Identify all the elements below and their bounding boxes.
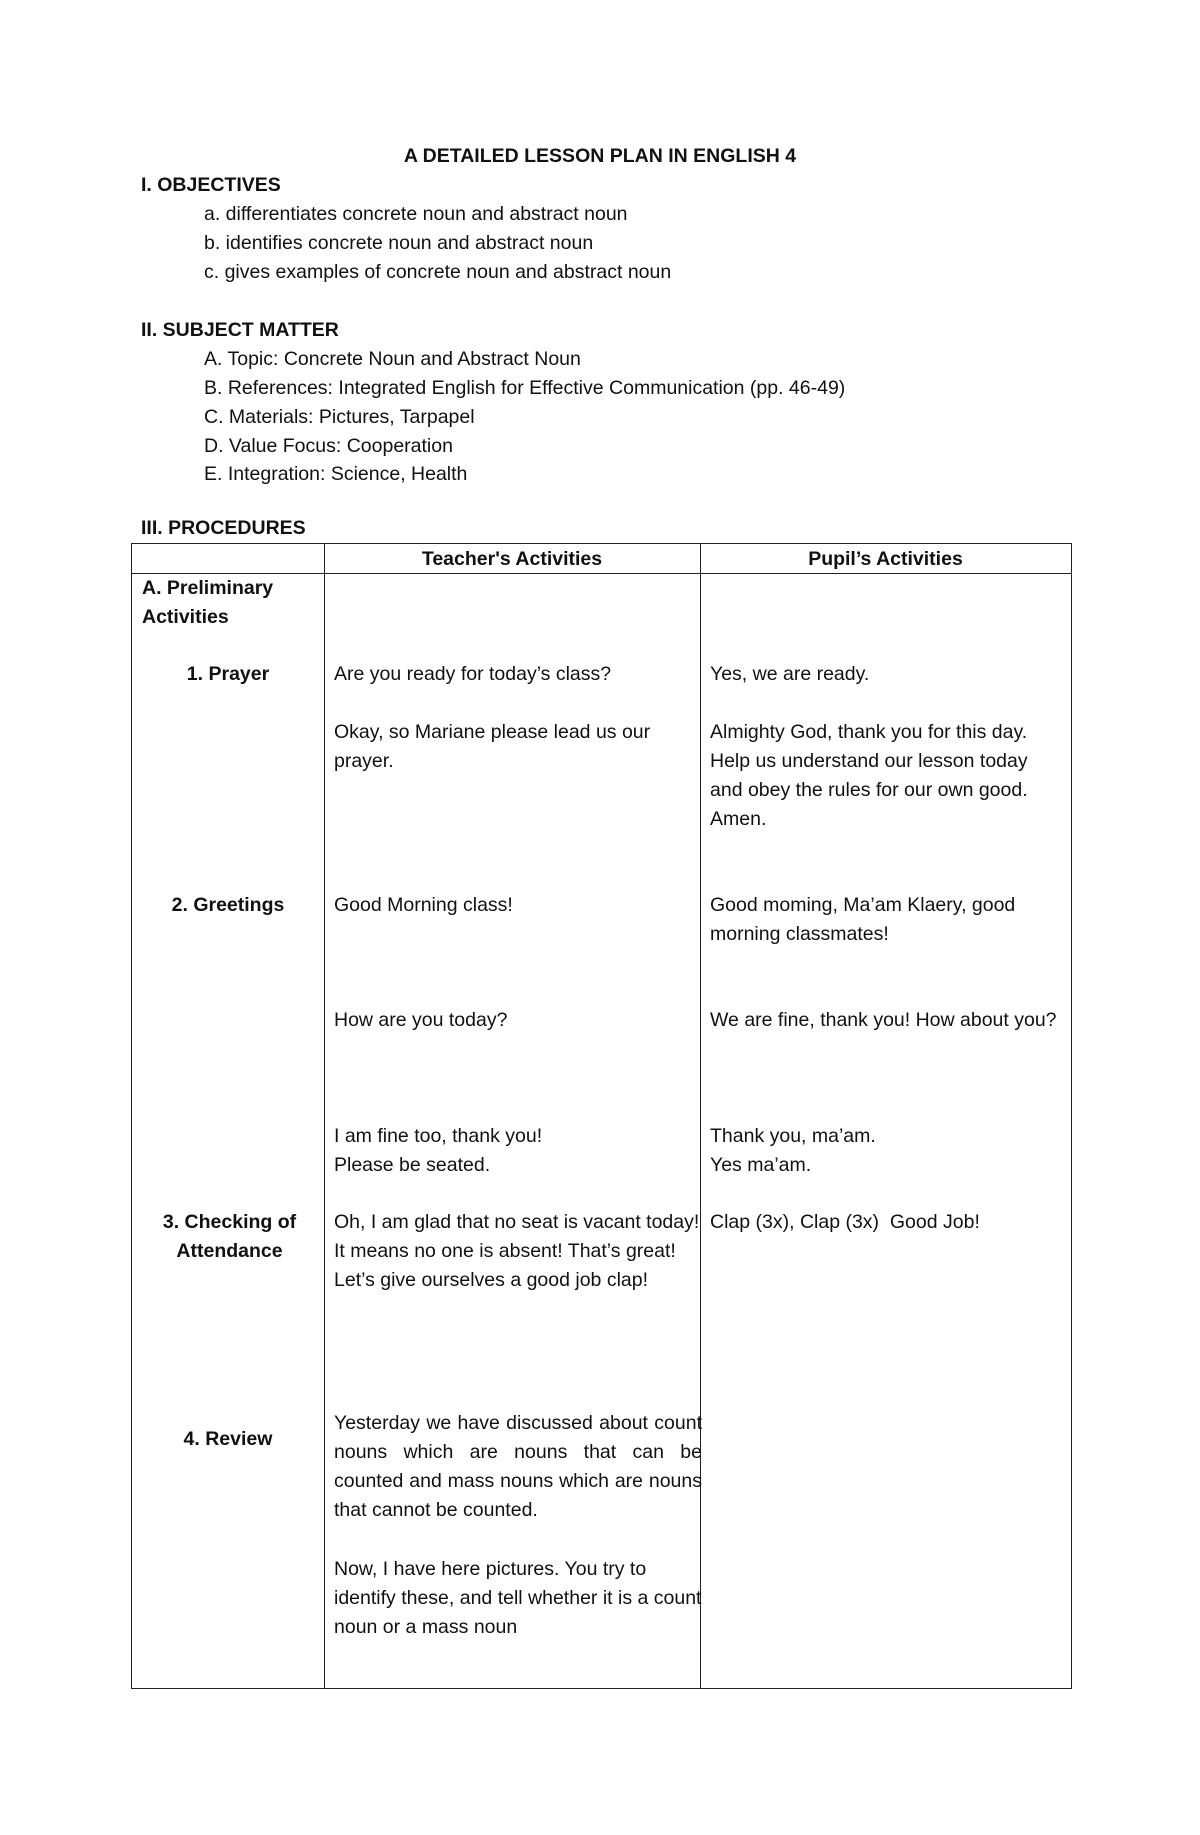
teacher-activity: How are you today? (334, 1009, 508, 1031)
teacher-activity: Good Morning class! (334, 894, 513, 916)
preliminary-activities-label: A. Preliminary Activities (142, 577, 274, 628)
teacher-activities-header: Teacher's Activities (421, 548, 603, 570)
procedures-table (131, 543, 1072, 1689)
pupil-activity: Good moming, Ma’am Klaery, good morning classmates! (710, 894, 1016, 945)
teacher-activity: Okay, so Mariane please lead us our prayer. (334, 721, 651, 772)
subject-matter-heading: II. SUBJECT MATTER (141, 319, 339, 341)
teacher-activity: I am fine too, thank you! (334, 1125, 543, 1147)
attendance-label: 3. Checking of Attendance (162, 1211, 297, 1262)
subject-matter-item: C. Materials: Pictures, Tarpapel (204, 406, 475, 428)
procedures-heading: III. PROCEDURES (141, 517, 306, 539)
objective-item: c. gives examples of concrete noun and abstract noun (204, 261, 672, 283)
teacher-activity: Yesterday we have discussed about count nouns which are nouns that can be counted and mass nouns which are nouns that cannot be counted. (334, 1412, 702, 1521)
teacher-activity: Are you ready for today’s class? (334, 663, 612, 685)
subject-matter-item: B. References: Integrated English for Effective Communication (pp. 46-49) (204, 377, 846, 399)
review-label: 4. Review (183, 1428, 273, 1450)
teacher-activity: Oh, I am glad that no seat is vacant today! It means no one is absent! That’s great! Let’s give ourselves a good job clap! (334, 1211, 700, 1291)
objectives-heading: I. OBJECTIVES (141, 174, 281, 196)
greetings-label: 2. Greetings (171, 894, 285, 916)
pupil-activity: Thank you, ma’am. (710, 1125, 876, 1147)
pupil-activities-header: Pupil’s Activities (808, 548, 963, 570)
subject-matter-item: D. Value Focus: Cooperation (204, 435, 453, 457)
objective-item: a. differentiates concrete noun and abstract noun (204, 203, 628, 225)
pupil-activity: Yes ma’am. (710, 1154, 812, 1176)
subject-matter-item: E. Integration: Science, Health (204, 463, 468, 485)
prayer-label: 1. Prayer (186, 663, 270, 685)
pupil-activity: Clap (3x), Clap (3x) Good Job! (710, 1211, 980, 1233)
objective-item: b. identifies concrete noun and abstract noun (204, 232, 594, 254)
teacher-activity: Now, I have here pictures. You try to identify these, and tell whether it is a count noun or a mass noun (334, 1558, 702, 1638)
subject-matter-item: A. Topic: Concrete Noun and Abstract Noun (204, 348, 581, 370)
page-title: A DETAILED LESSON PLAN IN ENGLISH 4 (403, 145, 797, 167)
pupil-activity: We are fine, thank you! How about you? (710, 1009, 1057, 1031)
column-divider (324, 544, 325, 1688)
pupil-activity: Yes, we are ready. (710, 663, 870, 685)
pupil-activity: Almighty God, thank you for this day. Help us understand our lesson today and obey the rules for our own good. Amen. (710, 721, 1028, 830)
teacher-activity: Please be seated. (334, 1154, 491, 1176)
